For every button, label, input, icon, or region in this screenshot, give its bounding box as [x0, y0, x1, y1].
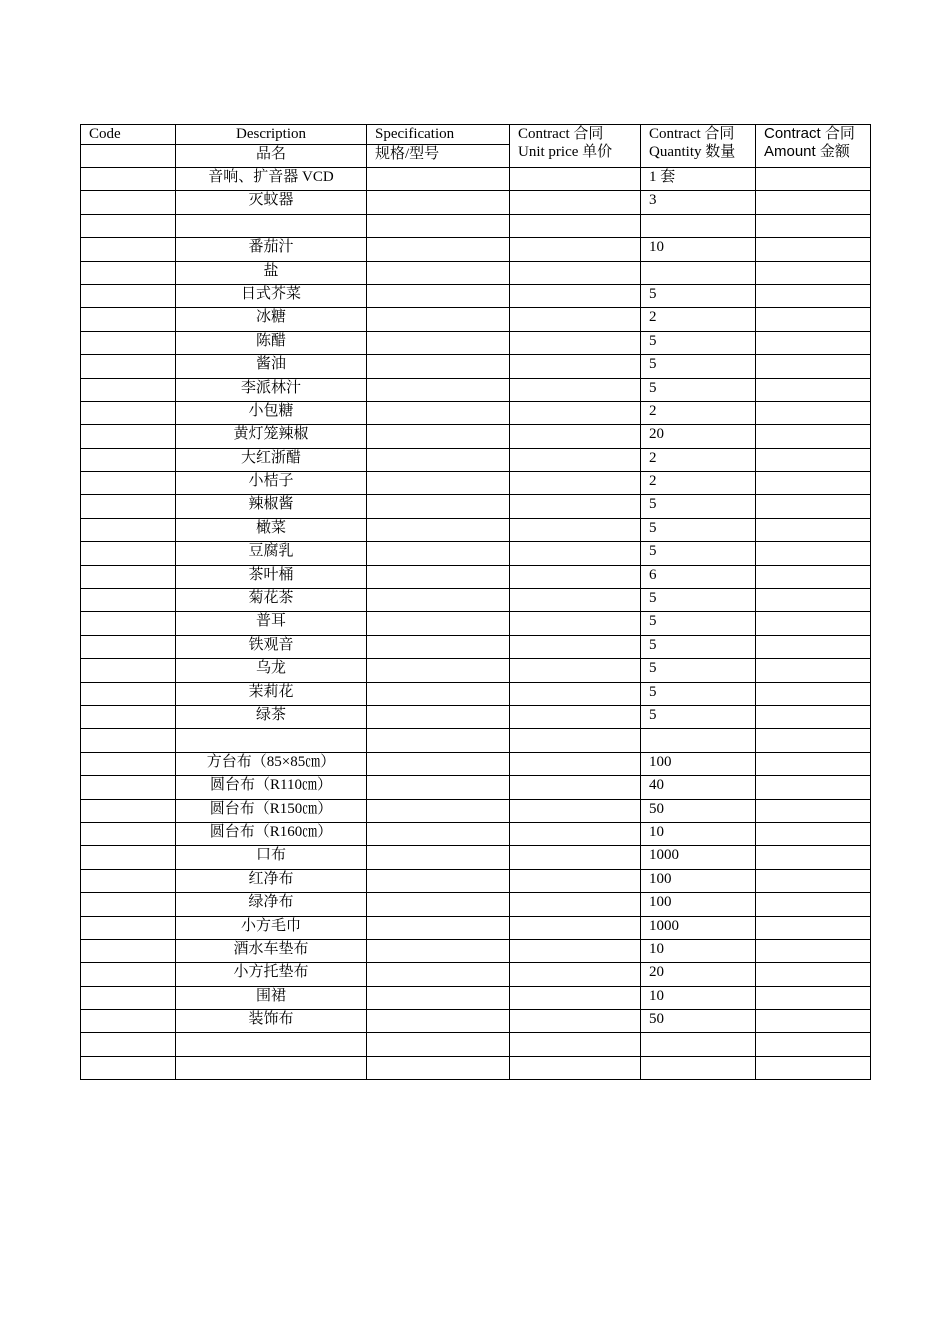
quantity-cell: 3	[641, 191, 756, 214]
quantity-cell: 5	[641, 495, 756, 518]
table-row	[81, 168, 871, 191]
table-row	[81, 589, 871, 612]
amount-cell	[756, 284, 871, 307]
table-row	[81, 939, 871, 962]
header-description: Description	[176, 125, 367, 145]
unit-price-cell	[510, 331, 641, 354]
unit-price-cell	[510, 1033, 641, 1056]
contract-table	[80, 124, 871, 1080]
description-cell: 番茄汁	[176, 238, 367, 261]
unit-price-cell	[510, 869, 641, 892]
quantity-cell: 5	[641, 682, 756, 705]
unit-price-cell	[510, 659, 641, 682]
description-cell: 装饰布	[176, 1010, 367, 1033]
specification-cell	[367, 799, 510, 822]
unit-price-cell	[510, 729, 641, 752]
description-cell: 盐	[176, 261, 367, 284]
specification-cell	[367, 542, 510, 565]
table-row	[81, 705, 871, 728]
table-row	[81, 401, 871, 424]
quantity-cell: 10	[641, 986, 756, 1009]
code-cell	[81, 565, 176, 588]
quantity-cell	[641, 1033, 756, 1056]
table-row	[81, 448, 871, 471]
description-cell: 小包糖	[176, 401, 367, 424]
description-cell: 酱油	[176, 355, 367, 378]
amount-cell	[756, 589, 871, 612]
amount-cell	[756, 776, 871, 799]
quantity-cell: 5	[641, 705, 756, 728]
header-code: Code	[81, 125, 176, 145]
header-unit-price-line1: Contract 合同	[518, 126, 604, 142]
amount-cell	[756, 495, 871, 518]
unit-price-cell	[510, 261, 641, 284]
specification-cell	[367, 284, 510, 307]
code-cell	[81, 261, 176, 284]
code-cell	[81, 168, 176, 191]
quantity-cell: 5	[641, 659, 756, 682]
table-row	[81, 495, 871, 518]
amount-cell	[756, 448, 871, 471]
unit-price-cell	[510, 893, 641, 916]
code-cell	[81, 331, 176, 354]
quantity-cell	[641, 1056, 756, 1079]
quantity-cell: 5	[641, 542, 756, 565]
quantity-cell: 100	[641, 752, 756, 775]
table-row	[81, 752, 871, 775]
code-cell	[81, 776, 176, 799]
description-cell: 围裙	[176, 986, 367, 1009]
amount-cell	[756, 635, 871, 658]
amount-cell	[756, 822, 871, 845]
unit-price-cell	[510, 308, 641, 331]
table-row	[81, 682, 871, 705]
description-cell: 绿净布	[176, 893, 367, 916]
quantity-cell: 2	[641, 308, 756, 331]
amount-cell	[756, 986, 871, 1009]
description-cell: 红净布	[176, 869, 367, 892]
description-cell: 辣椒酱	[176, 495, 367, 518]
description-cell: 豆腐乳	[176, 542, 367, 565]
table-row	[81, 261, 871, 284]
specification-cell	[367, 659, 510, 682]
specification-cell	[367, 612, 510, 635]
unit-price-cell	[510, 472, 641, 495]
unit-price-cell	[510, 448, 641, 471]
amount-cell	[756, 916, 871, 939]
code-cell	[81, 448, 176, 471]
code-cell	[81, 916, 176, 939]
unit-price-cell	[510, 963, 641, 986]
quantity-cell: 100	[641, 893, 756, 916]
unit-price-cell	[510, 986, 641, 1009]
quantity-cell: 50	[641, 1010, 756, 1033]
table-row	[81, 378, 871, 401]
description-cell: 绿茶	[176, 705, 367, 728]
amount-cell	[756, 846, 871, 869]
description-cell	[176, 214, 367, 237]
table-row	[81, 518, 871, 541]
amount-cell	[756, 542, 871, 565]
amount-cell	[756, 168, 871, 191]
unit-price-cell	[510, 682, 641, 705]
specification-cell	[367, 822, 510, 845]
description-cell	[176, 1056, 367, 1079]
table-row	[81, 284, 871, 307]
header-row-1	[81, 125, 871, 145]
unit-price-cell	[510, 612, 641, 635]
code-cell	[81, 963, 176, 986]
quantity-cell	[641, 214, 756, 237]
quantity-cell: 5	[641, 612, 756, 635]
table-row	[81, 355, 871, 378]
unit-price-cell	[510, 401, 641, 424]
code-cell	[81, 401, 176, 424]
specification-cell	[367, 191, 510, 214]
quantity-cell: 10	[641, 939, 756, 962]
specification-cell	[367, 425, 510, 448]
code-cell	[81, 518, 176, 541]
specification-cell	[367, 261, 510, 284]
quantity-cell	[641, 261, 756, 284]
quantity-cell: 40	[641, 776, 756, 799]
unit-price-cell	[510, 916, 641, 939]
code-cell	[81, 238, 176, 261]
table-row	[81, 425, 871, 448]
quantity-cell: 6	[641, 565, 756, 588]
amount-cell	[756, 214, 871, 237]
quantity-cell: 2	[641, 401, 756, 424]
quantity-cell: 5	[641, 331, 756, 354]
specification-cell	[367, 378, 510, 401]
code-cell	[81, 705, 176, 728]
code-cell	[81, 378, 176, 401]
table-row	[81, 612, 871, 635]
code-cell	[81, 589, 176, 612]
description-cell: 橄菜	[176, 518, 367, 541]
unit-price-cell	[510, 776, 641, 799]
code-cell	[81, 869, 176, 892]
specification-cell	[367, 729, 510, 752]
description-cell: 口布	[176, 846, 367, 869]
quantity-cell: 5	[641, 635, 756, 658]
specification-cell	[367, 869, 510, 892]
code-cell	[81, 822, 176, 845]
code-cell	[81, 846, 176, 869]
amount-cell	[756, 261, 871, 284]
description-cell: 酒水车垫布	[176, 939, 367, 962]
quantity-cell: 100	[641, 869, 756, 892]
quantity-cell: 5	[641, 355, 756, 378]
specification-cell	[367, 1033, 510, 1056]
description-cell: 冰糖	[176, 308, 367, 331]
amount-cell	[756, 659, 871, 682]
specification-cell	[367, 682, 510, 705]
code-cell	[81, 635, 176, 658]
table-row	[81, 893, 871, 916]
code-cell	[81, 542, 176, 565]
quantity-cell: 1000	[641, 846, 756, 869]
description-cell: 大红浙醋	[176, 448, 367, 471]
description-cell: 小桔子	[176, 472, 367, 495]
unit-price-cell	[510, 846, 641, 869]
table-row	[81, 963, 871, 986]
description-cell: 圆台布（R150㎝）	[176, 799, 367, 822]
unit-price-cell	[510, 799, 641, 822]
unit-price-cell	[510, 1056, 641, 1079]
code-cell	[81, 893, 176, 916]
description-cell: 李派林汁	[176, 378, 367, 401]
specification-cell	[367, 705, 510, 728]
description-cell: 小方毛巾	[176, 916, 367, 939]
amount-cell	[756, 378, 871, 401]
specification-cell	[367, 776, 510, 799]
description-cell: 方台布（85×85㎝）	[176, 752, 367, 775]
code-cell	[81, 191, 176, 214]
description-cell	[176, 1033, 367, 1056]
specification-cell	[367, 752, 510, 775]
header-amount-line1: Contract 合同	[764, 125, 855, 142]
unit-price-cell	[510, 518, 641, 541]
amount-cell	[756, 869, 871, 892]
amount-cell	[756, 1010, 871, 1033]
table-row	[81, 331, 871, 354]
table-row	[81, 822, 871, 845]
description-cell: 铁观音	[176, 635, 367, 658]
specification-cell	[367, 168, 510, 191]
header-amount	[756, 125, 871, 168]
specification-cell	[367, 238, 510, 261]
header-amount-line2: Amount 金额	[764, 143, 850, 160]
amount-cell	[756, 939, 871, 962]
unit-price-cell	[510, 238, 641, 261]
quantity-cell: 5	[641, 378, 756, 401]
amount-cell	[756, 355, 871, 378]
unit-price-cell	[510, 822, 641, 845]
code-cell	[81, 612, 176, 635]
specification-cell	[367, 635, 510, 658]
unit-price-cell	[510, 284, 641, 307]
code-cell	[81, 1056, 176, 1079]
amount-cell	[756, 401, 871, 424]
contract-sheet	[80, 124, 870, 1080]
table-row	[81, 1056, 871, 1079]
header-quantity-line2: Quantity 数量	[649, 144, 736, 160]
description-cell: 圆台布（R160㎝）	[176, 822, 367, 845]
quantity-cell: 1000	[641, 916, 756, 939]
specification-cell	[367, 846, 510, 869]
specification-cell	[367, 565, 510, 588]
specification-cell	[367, 518, 510, 541]
unit-price-cell	[510, 589, 641, 612]
amount-cell	[756, 191, 871, 214]
table-row	[81, 1033, 871, 1056]
code-cell	[81, 214, 176, 237]
header-unit-price-line2: Unit price 单价	[518, 144, 613, 160]
specification-cell	[367, 331, 510, 354]
code-cell	[81, 495, 176, 518]
specification-cell	[367, 308, 510, 331]
amount-cell	[756, 425, 871, 448]
quantity-cell: 2	[641, 448, 756, 471]
table-row	[81, 565, 871, 588]
unit-price-cell	[510, 495, 641, 518]
description-cell: 日式芥菜	[176, 284, 367, 307]
code-cell	[81, 425, 176, 448]
description-cell	[176, 729, 367, 752]
specification-cell	[367, 355, 510, 378]
quantity-cell: 50	[641, 799, 756, 822]
unit-price-cell	[510, 752, 641, 775]
quantity-cell: 2	[641, 472, 756, 495]
unit-price-cell	[510, 705, 641, 728]
table-row	[81, 986, 871, 1009]
amount-cell	[756, 705, 871, 728]
amount-cell	[756, 308, 871, 331]
unit-price-cell	[510, 1010, 641, 1033]
unit-price-cell	[510, 939, 641, 962]
code-cell	[81, 986, 176, 1009]
quantity-cell: 5	[641, 518, 756, 541]
header-quantity	[641, 125, 756, 168]
description-cell: 灭蚊器	[176, 191, 367, 214]
header-unit-price	[510, 125, 641, 168]
specification-cell	[367, 495, 510, 518]
description-cell: 乌龙	[176, 659, 367, 682]
code-cell	[81, 752, 176, 775]
code-cell	[81, 729, 176, 752]
specification-cell	[367, 589, 510, 612]
header-description-cn: 品名	[176, 145, 367, 168]
quantity-cell: 1 套	[641, 168, 756, 191]
unit-price-cell	[510, 565, 641, 588]
unit-price-cell	[510, 168, 641, 191]
quantity-cell: 5	[641, 284, 756, 307]
description-cell: 普耳	[176, 612, 367, 635]
table-row	[81, 191, 871, 214]
amount-cell	[756, 729, 871, 752]
header-specification-cn: 规格/型号	[367, 145, 510, 168]
quantity-cell: 5	[641, 589, 756, 612]
unit-price-cell	[510, 355, 641, 378]
table-row	[81, 916, 871, 939]
amount-cell	[756, 893, 871, 916]
specification-cell	[367, 472, 510, 495]
quantity-cell	[641, 729, 756, 752]
table-row	[81, 542, 871, 565]
table-row	[81, 869, 871, 892]
table-row	[81, 472, 871, 495]
unit-price-cell	[510, 191, 641, 214]
description-cell: 茶叶桶	[176, 565, 367, 588]
unit-price-cell	[510, 542, 641, 565]
specification-cell	[367, 916, 510, 939]
unit-price-cell	[510, 378, 641, 401]
code-cell	[81, 659, 176, 682]
code-cell	[81, 939, 176, 962]
specification-cell	[367, 1010, 510, 1033]
amount-cell	[756, 1033, 871, 1056]
header-specification: Specification	[367, 125, 510, 145]
description-cell: 菊花茶	[176, 589, 367, 612]
unit-price-cell	[510, 425, 641, 448]
header-quantity-line1: Contract 合同	[649, 126, 735, 142]
code-cell	[81, 1010, 176, 1033]
description-cell: 黄灯笼辣椒	[176, 425, 367, 448]
table-row	[81, 846, 871, 869]
amount-cell	[756, 752, 871, 775]
table-row	[81, 729, 871, 752]
amount-cell	[756, 963, 871, 986]
specification-cell	[367, 986, 510, 1009]
table-row	[81, 1010, 871, 1033]
specification-cell	[367, 939, 510, 962]
amount-cell	[756, 565, 871, 588]
description-cell: 小方托垫布	[176, 963, 367, 986]
amount-cell	[756, 1056, 871, 1079]
description-cell: 茉莉花	[176, 682, 367, 705]
specification-cell	[367, 893, 510, 916]
specification-cell	[367, 401, 510, 424]
code-cell	[81, 1033, 176, 1056]
amount-cell	[756, 799, 871, 822]
table-row	[81, 776, 871, 799]
amount-cell	[756, 518, 871, 541]
table-row	[81, 799, 871, 822]
code-cell	[81, 472, 176, 495]
table-row	[81, 635, 871, 658]
code-cell	[81, 799, 176, 822]
specification-cell	[367, 963, 510, 986]
quantity-cell: 10	[641, 238, 756, 261]
amount-cell	[756, 331, 871, 354]
code-cell	[81, 682, 176, 705]
quantity-cell: 20	[641, 425, 756, 448]
description-cell: 陈醋	[176, 331, 367, 354]
table-row	[81, 214, 871, 237]
code-cell	[81, 355, 176, 378]
table-row	[81, 659, 871, 682]
description-cell: 圆台布（R110㎝）	[176, 776, 367, 799]
amount-cell	[756, 682, 871, 705]
unit-price-cell	[510, 214, 641, 237]
table-row	[81, 238, 871, 261]
specification-cell	[367, 448, 510, 471]
amount-cell	[756, 238, 871, 261]
table-row	[81, 308, 871, 331]
amount-cell	[756, 612, 871, 635]
description-cell: 音响、扩音器 VCD	[176, 168, 367, 191]
amount-cell	[756, 472, 871, 495]
code-cell	[81, 284, 176, 307]
unit-price-cell	[510, 635, 641, 658]
specification-cell	[367, 1056, 510, 1079]
quantity-cell: 20	[641, 963, 756, 986]
quantity-cell: 10	[641, 822, 756, 845]
specification-cell	[367, 214, 510, 237]
header-code-blank	[81, 145, 176, 168]
code-cell	[81, 308, 176, 331]
